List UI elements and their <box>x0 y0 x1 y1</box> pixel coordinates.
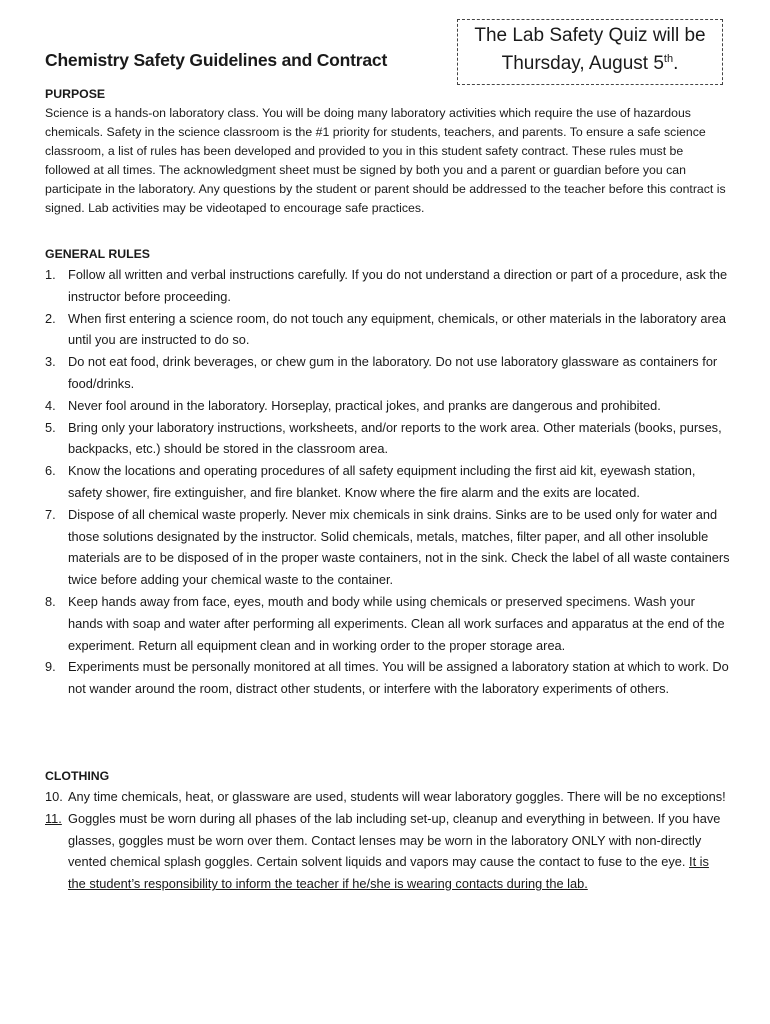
rule-item <box>45 417 730 461</box>
rule-text: Keep hands away from face, eyes, mouth and body while using chemicals or preserved specimens. Wash your hands with soap and water after performing all experiments. Clean all work surfaces and apparatus at the end of the experiment. Return all equipment clean and in working order to the proper storage area. <box>68 593 725 653</box>
rule-text-underlined: It is the student’s responsibility to inform the teacher if he/she is wearing contacts during the lab. <box>68 854 709 892</box>
rule-text: Never fool around in the laboratory. Horseplay, practical jokes, and pranks are dangerous and prohibited. <box>68 397 661 413</box>
rule-item <box>45 808 730 895</box>
rule-number: 8. <box>45 593 56 609</box>
rule-item <box>45 591 730 656</box>
purpose-text: Science is a hands-on laboratory class. You will be doing many laboratory activities which require the use of hazardous chemicals. Safety in the science classroom is the #1 priority for students, teachers, and parents. To ensure a safe science classroom, a list of rules has been developed and provided to you in this student safety contract. These rules must be followed at all times. The acknowledgment sheet must be signed by both you and a parent or guardian before you can participate in the laboratory. Any questions by the student or parent should be addressed to the teacher before this contract is signed. Lab activities may be videotaped to encourage safe practices. <box>45 106 726 215</box>
quiz-notice-line1: The Lab Safety Quiz will be <box>474 25 706 46</box>
clothing-section <box>45 766 730 895</box>
rule-number: 10. <box>45 789 63 804</box>
clothing-heading: CLOTHING <box>45 769 110 783</box>
quiz-date: Thursday, August 5 <box>501 53 664 74</box>
rule-number: 1. <box>45 267 56 282</box>
rule-number: 5. <box>45 419 56 435</box>
rule-text: Follow all written and verbal instructions carefully. If you do not understand a direction or part of a procedure, ask the instructor before proceeding. <box>68 267 728 304</box>
rule-text: Know the locations and operating procedures of all safety equipment including the first aid kit, eyewash station, safety shower, fire extinguisher, and fire blanket. Know where the fire alarm and the exits are located. <box>68 463 696 500</box>
quiz-notice-box <box>457 19 723 85</box>
rule-item <box>45 504 730 591</box>
rule-item <box>45 264 730 308</box>
rule-text: Bring only your laboratory instructions, worksheets, and/or reports to the work area. Other materials (books, purses, backpacks, etc.) should be stored in the classroom area. <box>68 419 722 457</box>
rule-text: Do not eat food, drink beverages, or chew gum in the laboratory. Do not use laboratory glassware as containers for food/drinks. <box>68 354 718 391</box>
rule-number: 6. <box>45 463 56 479</box>
rule-item <box>45 308 730 352</box>
rule-item <box>45 656 730 700</box>
purpose-section <box>45 84 730 218</box>
rule-number: 2. <box>45 310 56 326</box>
general-rules-list <box>45 264 730 700</box>
rule-number: 11. <box>45 810 62 826</box>
rule-item <box>45 395 730 417</box>
rule-number: 9. <box>45 659 56 675</box>
rule-text: Experiments must be personally monitored at all times. You will be assigned a laboratory station at which to work. Do not wander around the room, distract other students, or interfere with the laboratory experiments of others. <box>68 659 729 697</box>
rule-item <box>45 351 730 395</box>
rule-text: Goggles must be worn during all phases of the lab including set-up, cleanup and everything in between. If you have glasses, goggles must be worn over them. Contact lenses may be worn in the laboratory ONLY with non-directly vented chemical splash goggles. Certain solvent liquids and vapors may cause the contact to fuse to the eye. <box>68 810 721 870</box>
rule-text: Dispose of all chemical waste properly. Never mix chemicals in sink drains. Sinks are to be used only for water and those solutions designated by the instructor. Solid chemicals, metals, matches, filter paper, and all other insoluble materials are to be disposed of in the proper waste containers, not in the sink. Check the label of all waste containers twice before adding your chemical waste to the container. <box>68 506 730 588</box>
rule-text: When first entering a science room, do not touch any equipment, chemicals, or other materials in the laboratory area until you are instructed to do so. <box>68 310 726 348</box>
quiz-date-suffix: th <box>663 53 674 65</box>
general-rules-section <box>45 244 730 700</box>
page-title: Chemistry Safety Guidelines and Contract <box>45 50 388 70</box>
quiz-notice-line2 <box>458 50 722 78</box>
rule-item <box>45 786 730 808</box>
rule-number: 3. <box>45 354 56 370</box>
general-rules-heading: GENERAL RULES <box>45 247 150 261</box>
clothing-rules-list <box>45 786 730 895</box>
purpose-heading: PURPOSE <box>45 87 106 101</box>
rule-number: 4. <box>45 397 56 413</box>
quiz-date-period: . <box>673 53 679 74</box>
rule-item <box>45 460 730 504</box>
rule-text: Any time chemicals, heat, or glassware are used, students will wear laboratory goggles. There will be no exceptions! <box>68 789 726 804</box>
rule-number: 7. <box>45 506 56 522</box>
